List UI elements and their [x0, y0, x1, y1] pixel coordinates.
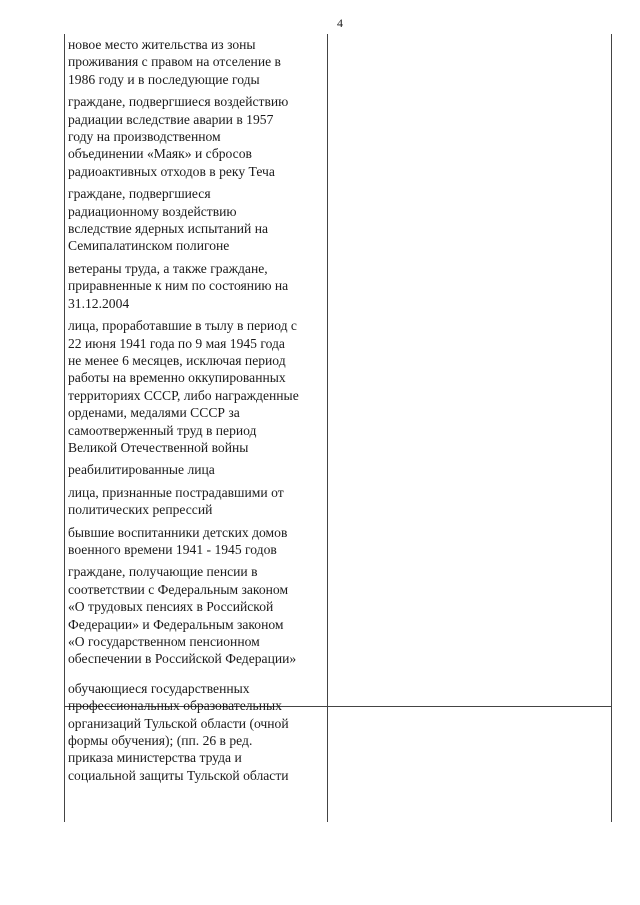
table-row: реабилитированные лица	[68, 462, 215, 478]
page-number: 4	[337, 16, 343, 30]
table-row: новое место жительства из зоны проживания с правом на отселение в 1986 году и в последующие годы	[68, 37, 281, 87]
table-row: ветераны труда, а также граждане, приравненные к ним по состоянию на 31.12.2004	[68, 260, 289, 311]
table-row: граждане, получающие пенсии в соответствии с Федеральным законом «О трудовых пенсиях в Российской Федерации» и Федеральным законом «О государственном пенсионном обеспечении в Российской Федерации»	[68, 564, 297, 667]
table-right-border	[611, 34, 612, 822]
table-row: граждане, подвергшиеся воздействию радиации вследствие аварии в 1957 году на производственном объединении «Маяк» и сбросов радиоактивных отходов в реку Теча	[68, 94, 289, 179]
table-row: лица, проработавшие в тылу в период с 22 июня 1941 года по 9 мая 1945 года не менее 6 месяцев, исключая период работы на временно оккупированных территориях СССР, либо награжденные орденами, медалями СССР за самоотверженный труд в период Великой Отечественной войны	[68, 318, 299, 455]
table-first-column	[68, 36, 324, 789]
table-column-divider	[327, 34, 328, 822]
table-row: граждане, подвергшиеся радиационному воздействию вследствие ядерных испытаний на Семипалатинском полигоне	[68, 186, 269, 254]
table-left-border	[64, 34, 65, 822]
table-row: бывшие воспитанники детских домов военного времени 1941 - 1945 годов	[68, 524, 288, 557]
table-row: обучающиеся государственных профессиональных образовательных организаций Тульской области (очной формы обучения); (пп. 26 в ред. приказа министерства труда и социальной защиты Тульской области	[68, 680, 289, 783]
table-row: лица, признанные пострадавшими от политических репрессий	[68, 484, 284, 518]
